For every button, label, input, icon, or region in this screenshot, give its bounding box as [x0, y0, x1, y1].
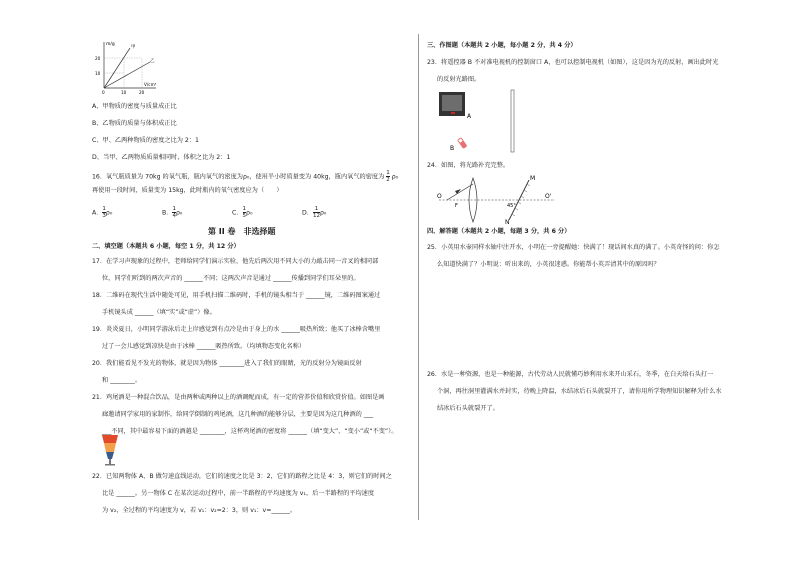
drink-layer-mid — [104, 443, 116, 452]
section4-title: 四、解答题（本题共 2 小题，每题 3 分，共 6 分） — [427, 228, 571, 235]
graph-x-tick: 0 — [102, 90, 105, 95]
q18-line: 手机镜头成 ______（填“实”或“虚”）像。 — [102, 309, 216, 316]
q23-line: 23．将遥控器 B 不对准电视机的控制窗口 A，也可以控制电视机（如图），这是因为光的反射，画出此时光 — [427, 59, 719, 66]
q23-line: 的反射光路图。 — [437, 76, 481, 83]
q16-rho: ρ₀ — [391, 173, 399, 181]
label-m: M — [530, 175, 536, 182]
section3-title: 三、作图题（本题共 2 小题，每小题 2 分，共 4 分） — [427, 42, 577, 49]
tv-control-window — [451, 112, 455, 114]
q19-line: 过了一会儿感觉到凉快是由于冰棒 ______吸热所致。（均填物态变化名称） — [102, 343, 306, 350]
q16-option: A． $\frac{1}{3}$ ρ₀ — [92, 206, 113, 219]
q16-option: C． $\frac{1}{5}$ ρ₀ — [232, 206, 253, 219]
glass-stem — [109, 459, 111, 464]
q16-fraction: $\frac{1}{2}$ — [386, 170, 390, 183]
q15-option: C、甲、乙两种物质的密度之比为 2：1 — [92, 137, 199, 144]
label-n: N — [505, 219, 510, 226]
q18-line: 18．二维码在现代生活中随处可见，用手机扫描二维码时，手机的镜头相当于 ______镜，二维码图案通过 — [92, 292, 381, 299]
q25-line: 么知道快满了？小明说：听出来的，小英很迷惑。你能帮小英弄清其中的原因吗？ — [437, 261, 660, 268]
graph-x-tick: 20 — [139, 90, 145, 95]
q16-stem — [92, 170, 398, 183]
q26-line: 结冰后石头就裂开了。 — [437, 405, 499, 412]
remote-control-icon — [457, 137, 467, 149]
graph-y-tick: 10 — [95, 71, 101, 76]
remote-label-b: B — [450, 145, 455, 152]
lens-mirror-figure — [433, 174, 563, 226]
q22-line: 为 v₂，全过程的平均速度为 v，若 v₁：v₂=2：3，则 v₁：v=______。 — [102, 507, 297, 514]
q24-line: 24．如图，将光路补充完整。 — [427, 162, 510, 169]
label-f: F — [455, 203, 458, 209]
q15-option: D、当甲、乙两物质质量相同时，体积之比为 2：1 — [92, 154, 231, 161]
q26-line: 个洞，再往洞里灌满水并封实，待晚上降温，水结冰后石头就裂开了，请你用所学物理知识解释为什么水 — [437, 388, 722, 395]
drink-layer-bottom — [106, 452, 114, 459]
label-o-prime: O' — [545, 193, 552, 200]
graph-line-a-label: 甲 — [131, 45, 136, 50]
label-angle: 45° — [507, 203, 516, 209]
q21-line: 廊邀请同学家用的家制作，给同学倒制的鸡尾酒，这几种酒的能够分层，主要是因为这几种酒的 ___ — [102, 411, 374, 418]
wall-mirror — [511, 90, 514, 152]
drink-layer-top — [102, 435, 118, 443]
graph-y-label: m/g — [106, 42, 115, 47]
q15-option: A、甲物质的密度与质量成正比 — [92, 103, 177, 110]
graph-y-tick: 20 — [95, 56, 101, 61]
column-divider — [418, 34, 419, 520]
q22-line: 22．已知两物体 A、B 做匀速直线运动，它们的速度之比是 3：2，它们的路程之比是 4：3，则它们的时间之 — [92, 473, 392, 480]
tv-remote-figure — [437, 88, 547, 154]
graph-line-a — [104, 48, 130, 88]
q25-line: 25．小英用水壶同样水轴中注开水，小明在一旁提醒她：快满了！现话间水真的满了。小英奇怪的问：你怎 — [427, 244, 720, 251]
cocktail-glass-image — [100, 433, 120, 467]
tv-label-a: A — [467, 113, 472, 120]
graph-line-b-label: 乙 — [150, 59, 155, 64]
q17-line: 17．在学习声现象的过程中，老师给同学们演示实验，他先后两次用不同大小的力敲击同一音叉的相同部 — [92, 258, 379, 265]
mass-volume-graph — [90, 38, 170, 96]
right-column — [425, 0, 755, 562]
q21-line: ___不同，其中最容易下面的酒越是 ________，这杯鸡尾酒的密度将 ______（填“变大”、“变小”或“不变”）。 — [102, 428, 398, 435]
q19-line: 19．炎炎夏日，小明同学游泳后走上岸感觉到有点冷是由于身上的水 ______吸热所致；他买了冰棒含嘴里 — [92, 326, 381, 333]
tv-screen — [442, 95, 462, 111]
q16-option: D． $\frac{1}{12}$ ρ₀ — [302, 206, 327, 219]
q17-line: 位，同学们听到的两次声音的 ______不同；这两次声音是通过 ______传播到同学们耳朵里的。 — [102, 275, 360, 282]
graph-x-tick: 10 — [121, 90, 127, 95]
graph-x-label: V/cm³ — [144, 82, 157, 87]
q21-line: 21．鸡尾酒是一种混合饮品，是由两种或两种以上的酒调配而成，有一定的营养价值和欣赏价值。如图是画 — [92, 394, 385, 401]
q15-option: B、乙物质的质量与体积成正比 — [92, 120, 177, 127]
label-o: O — [437, 193, 442, 200]
q22-line: 比是 ______。另一物体 C 在某次运动过程中，前一半路程的平均速度为 v₁，后一半路程的平均速度 — [102, 490, 375, 497]
q16-line1: 16．氧气瓶质量为 70kg 的氧气瓶，瓶内氧气的密度为ρ₀，使用半小时质量变为 40kg，瓶内氧气的密度为 — [92, 173, 385, 181]
q26-line: 26．水是一种资源，也是一种能源，古代劳动人民就懂巧妙利用水来开山采石，冬季，在白天给石头打一 — [427, 371, 714, 378]
q16-option: B． $\frac{1}{4}$ ρ₀ — [162, 206, 183, 219]
section2-title: 二、填空题（本题共 6 小题，每空 1 分，共 12 分） — [92, 243, 240, 250]
glass-base — [105, 464, 115, 466]
q20-line: 和 ________。 — [102, 377, 142, 384]
part2-title: 第 II 卷 非选择题 — [208, 227, 276, 236]
left-column — [80, 0, 410, 562]
q16-line2: 再使用一段时间，质量变为 15kg，此时瓶内的氧气密度应为（ ） — [92, 187, 283, 194]
q20-line: 20．我们能看见不发光的物体，就是因为物体 ________进入了我们的眼睛，光的反射分为镜面反射 — [92, 360, 362, 367]
